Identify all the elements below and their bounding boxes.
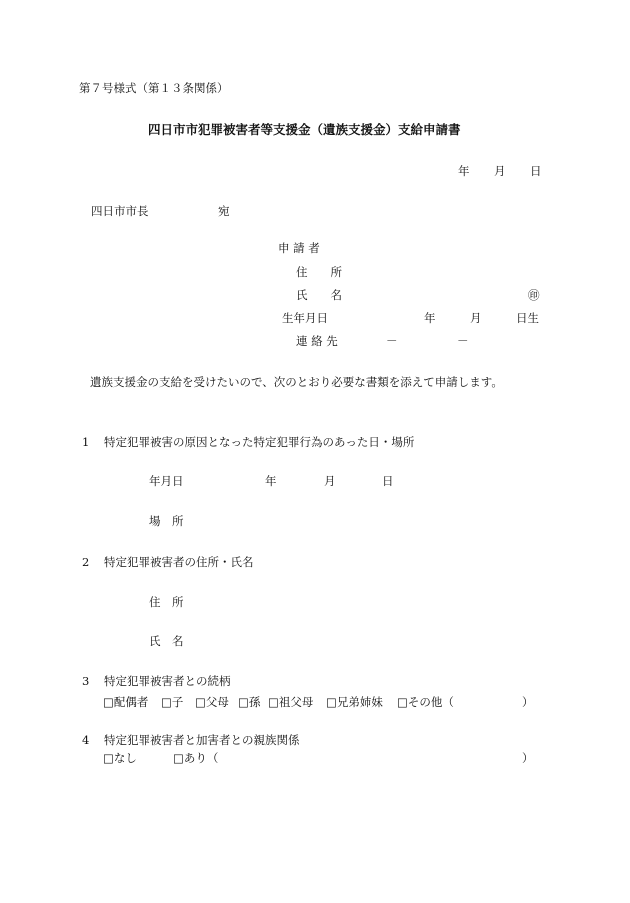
kinship-option-none[interactable]: □なし — [103, 751, 137, 765]
applicant-name-label: 氏 名 — [296, 288, 342, 302]
kinship-option-yes[interactable]: □あり（ — [173, 751, 219, 765]
date-year: 年 — [458, 164, 470, 178]
relation-option-siblings[interactable]: □兄弟姉妹 — [326, 695, 383, 709]
section-3-number: 3 — [82, 674, 90, 688]
relation-option-spouse[interactable]: □配偶者 — [103, 695, 149, 709]
section-2-address-label: 住 所 — [149, 595, 184, 609]
intro-statement: 遺族支援金の支給を受けたいので、次のとおり必要な書類を添えて申請します。 — [90, 375, 503, 389]
relation-option-child[interactable]: □子 — [161, 695, 184, 709]
relation-other-close: ） — [522, 695, 534, 709]
section-1-year: 年 — [265, 474, 277, 488]
document-title: 四日市市犯罪被害者等支援金（遺族支援金）支給申請書 — [148, 122, 461, 137]
form-number: 第７号様式（第１３条関係） — [79, 81, 229, 95]
date-day: 日 — [530, 164, 542, 178]
relation-option-other[interactable]: □その他（ — [397, 695, 454, 709]
addressee-name: 四日市市長 — [91, 204, 149, 218]
relation-option-grandchild[interactable]: □孫 — [238, 695, 261, 709]
section-4-number: 4 — [82, 733, 90, 747]
section-1-place-label: 場 所 — [149, 514, 184, 528]
date-month: 月 — [494, 164, 506, 178]
applicant-address-label: 住 所 — [296, 265, 342, 279]
kinship-yes-close: ） — [522, 751, 534, 765]
applicant-birth-month: 月 — [470, 311, 482, 325]
section-2-heading: 特定犯罪被害者の住所・氏名 — [104, 555, 254, 569]
section-1-date-label: 年月日 — [149, 474, 184, 488]
seal-mark: ㊞ — [528, 288, 540, 302]
section-3-heading: 特定犯罪被害者との続柄 — [104, 674, 231, 688]
section-2-name-label: 氏 名 — [149, 634, 184, 648]
contact-dash-1: － — [386, 334, 398, 348]
relation-option-parents[interactable]: □父母 — [195, 695, 229, 709]
section-1-heading: 特定犯罪被害の原因となった特定犯罪行為のあった日・場所 — [104, 435, 415, 449]
applicant-birth-year: 年 — [424, 311, 436, 325]
section-4-heading: 特定犯罪被害者と加害者との親族関係 — [104, 733, 300, 747]
applicant-contact-label: 連 絡 先 — [296, 334, 338, 348]
applicant-heading: 申 請 者 — [278, 241, 320, 255]
section-1-number: 1 — [82, 435, 90, 449]
addressee-suffix: 宛 — [218, 204, 230, 218]
applicant-birth-day: 日生 — [516, 311, 539, 325]
relation-option-grandparents[interactable]: □祖父母 — [268, 695, 314, 709]
section-1-day: 日 — [382, 474, 394, 488]
section-2-number: 2 — [82, 555, 90, 569]
contact-dash-2: － — [457, 334, 469, 348]
applicant-birth-label: 生年月日 — [282, 311, 328, 325]
section-1-month: 月 — [324, 474, 336, 488]
